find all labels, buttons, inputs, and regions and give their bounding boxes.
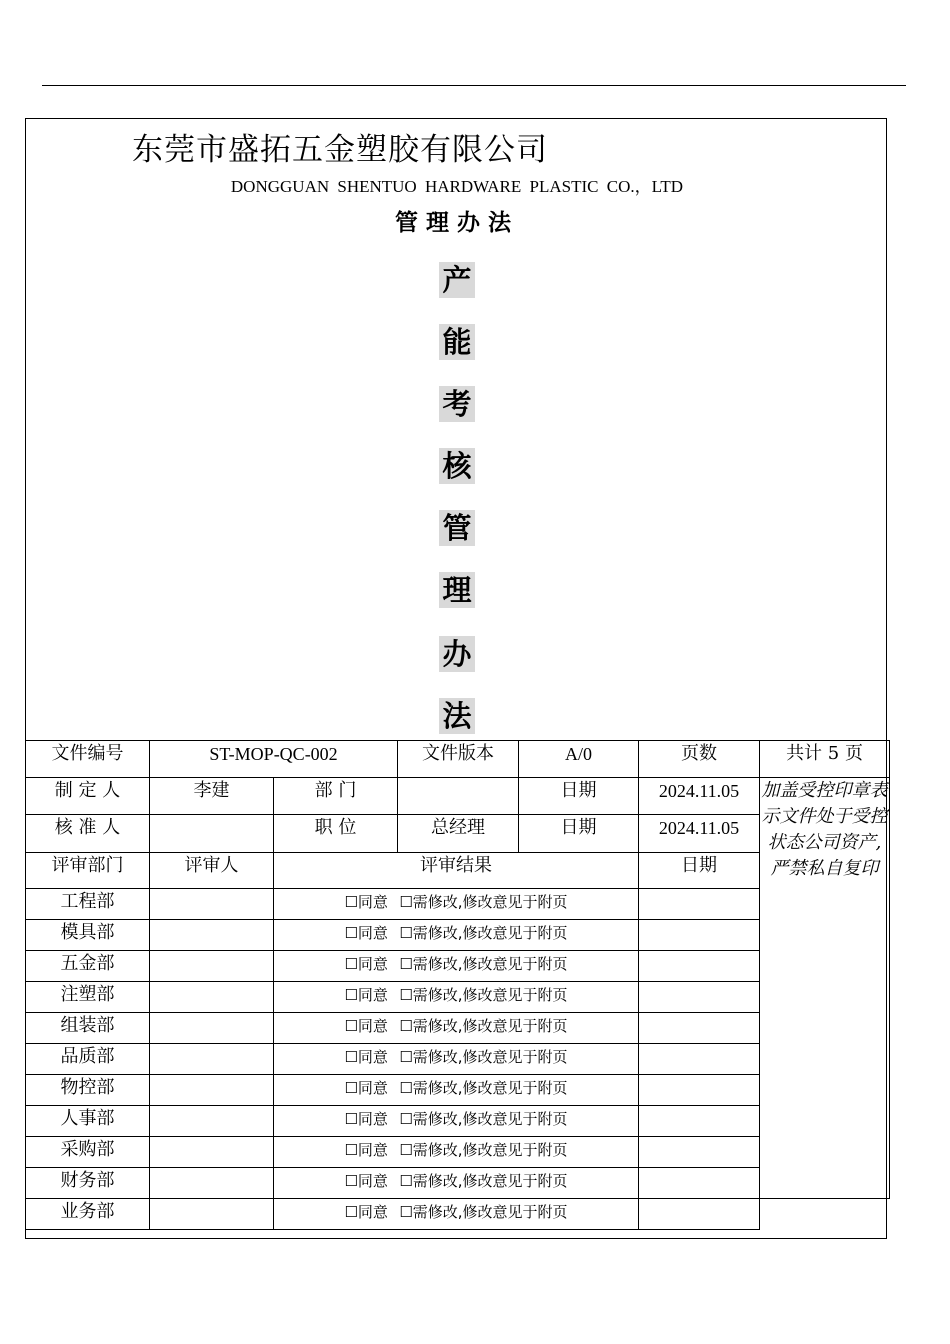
pages-label: 页数 [639,741,760,778]
review-result [274,1044,639,1075]
approver-label: 核 准 人 [26,815,150,853]
review-date-header: 日期 [639,853,760,889]
agree-checkbox[interactable]: ☐同意 [344,893,388,911]
review-result [274,1106,639,1137]
agree-checkbox[interactable]: ☐同意 [344,1079,388,1097]
title-char: 核 [439,448,475,484]
reviewer-cell[interactable] [150,1075,274,1106]
result-header: 评审结果 [274,853,639,889]
review-date-cell[interactable] [639,1044,760,1075]
revise-checkbox[interactable]: ☐需修改,修改意见于附页 [399,1203,568,1221]
revise-checkbox[interactable]: ☐需修改,修改意见于附页 [399,1017,568,1035]
version-label: 文件版本 [398,741,519,778]
review-result [274,889,639,920]
revise-checkbox[interactable]: ☐需修改,修改意见于附页 [399,986,568,1004]
review-dept: 人事部 [26,1106,150,1137]
agree-checkbox[interactable]: ☐同意 [344,955,388,973]
agree-checkbox[interactable]: ☐同意 [344,1017,388,1035]
reviewer-header: 评审人 [150,853,274,889]
doc-no-label: 文件编号 [26,741,150,778]
reviewer-cell[interactable] [150,982,274,1013]
author-value: 李建 [150,778,274,815]
review-dept: 采购部 [26,1137,150,1168]
title-char: 法 [439,698,475,734]
position-value: 总经理 [398,815,519,853]
revise-checkbox[interactable]: ☐需修改,修改意见于附页 [399,1079,568,1097]
review-dept: 工程部 [26,889,150,920]
reviewer-cell[interactable] [150,889,274,920]
position-label: 职 位 [274,815,398,853]
info-row [26,741,890,778]
header-rule [42,85,906,86]
review-result [274,1137,639,1168]
reviewer-cell[interactable] [150,1106,274,1137]
pages-value: 共计 5 页 [760,741,890,778]
review-date-cell[interactable] [639,1199,760,1230]
review-result [274,1199,639,1230]
review-dept: 五金部 [26,951,150,982]
agree-checkbox[interactable]: ☐同意 [344,1203,388,1221]
reviewer-cell[interactable] [150,1168,274,1199]
revise-checkbox[interactable]: ☐需修改,修改意见于附页 [399,955,568,973]
review-date-cell[interactable] [639,1168,760,1199]
title-char: 管 [439,510,475,546]
review-date-cell[interactable] [639,1106,760,1137]
date-value: 2024.11.05 [639,815,760,853]
version-value: A/0 [519,741,639,778]
agree-checkbox[interactable]: ☐同意 [344,924,388,942]
review-dept: 业务部 [26,1199,150,1230]
review-date-cell[interactable] [639,951,760,982]
document-type: 管理办法 [395,209,519,236]
company-name-cn: 东莞市盛拓五金塑胶有限公司 [132,132,548,168]
reviewer-cell[interactable] [150,1199,274,1230]
date-label: 日期 [519,815,639,853]
review-date-cell[interactable] [639,982,760,1013]
review-result [274,1168,639,1199]
review-dept: 品质部 [26,1044,150,1075]
dept-label: 部 门 [274,778,398,815]
info-row [26,778,890,815]
review-row [26,1199,890,1230]
agree-checkbox[interactable]: ☐同意 [344,1048,388,1066]
approver-value [150,815,274,853]
title-char: 办 [439,636,475,672]
doc-no-value: ST-MOP-QC-002 [150,741,398,778]
review-date-cell[interactable] [639,1013,760,1044]
reviewer-cell[interactable] [150,1137,274,1168]
review-date-cell[interactable] [639,920,760,951]
review-dept: 财务部 [26,1168,150,1199]
date-value: 2024.11.05 [639,778,760,815]
reviewer-cell[interactable] [150,1013,274,1044]
author-label: 制 定 人 [26,778,150,815]
agree-checkbox[interactable]: ☐同意 [344,1141,388,1159]
revise-checkbox[interactable]: ☐需修改,修改意见于附页 [399,893,568,911]
stamp-note: 加盖受控印章表示文件处于受控状态公司资产,严禁私自复印 [760,778,890,1199]
document-control-table [25,740,890,1230]
review-date-cell[interactable] [639,1137,760,1168]
review-dept-header: 评审部门 [26,853,150,889]
title-char: 产 [439,262,475,298]
agree-checkbox[interactable]: ☐同意 [344,1110,388,1128]
reviewer-cell[interactable] [150,951,274,982]
review-result [274,982,639,1013]
agree-checkbox[interactable]: ☐同意 [344,1172,388,1190]
date-label: 日期 [519,778,639,815]
review-dept: 物控部 [26,1075,150,1106]
agree-checkbox[interactable]: ☐同意 [344,986,388,1004]
review-result [274,1075,639,1106]
dept-value [398,778,519,815]
title-char: 考 [439,386,475,422]
review-result [274,951,639,982]
reviewer-cell[interactable] [150,1044,274,1075]
reviewer-cell[interactable] [150,920,274,951]
review-result [274,1013,639,1044]
review-dept: 注塑部 [26,982,150,1013]
title-char: 能 [439,324,475,360]
title-char: 理 [439,572,475,608]
review-dept: 模具部 [26,920,150,951]
revise-checkbox[interactable]: ☐需修改,修改意见于附页 [399,1048,568,1066]
revise-checkbox[interactable]: ☐需修改,修改意见于附页 [399,1172,568,1190]
company-name-en: DONGGUAN SHENTUO HARDWARE PLASTIC CO.，LTD [230,177,684,196]
revise-checkbox[interactable]: ☐需修改,修改意见于附页 [399,1110,568,1128]
review-dept: 组装部 [26,1013,150,1044]
review-date-cell[interactable] [639,889,760,920]
review-result [274,920,639,951]
revise-checkbox[interactable]: ☐需修改,修改意见于附页 [399,924,568,942]
revise-checkbox[interactable]: ☐需修改,修改意见于附页 [399,1141,568,1159]
review-date-cell[interactable] [639,1075,760,1106]
